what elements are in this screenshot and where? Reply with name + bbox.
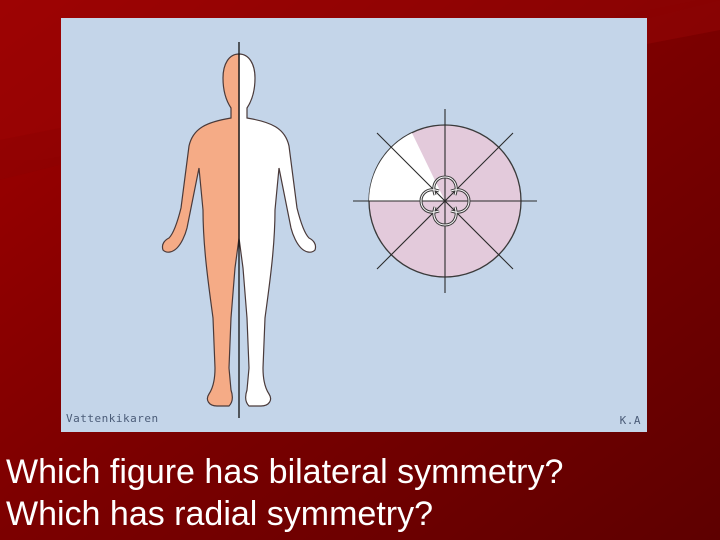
body-right-half	[239, 54, 316, 406]
human-body-figure	[162, 42, 315, 418]
question-radial: Which has radial symmetry?	[6, 495, 434, 533]
symmetry-illustration	[61, 18, 647, 432]
body-left-half	[162, 54, 239, 406]
image-credit-left: Vattenkikaren	[66, 412, 159, 425]
radial-disc-figure	[353, 109, 537, 293]
symmetry-figure-panel	[61, 18, 647, 432]
question-bilateral: Which figure has bilateral symmetry?	[6, 453, 564, 491]
radial-axes	[353, 109, 537, 293]
image-credit-right: K.A	[619, 414, 641, 427]
